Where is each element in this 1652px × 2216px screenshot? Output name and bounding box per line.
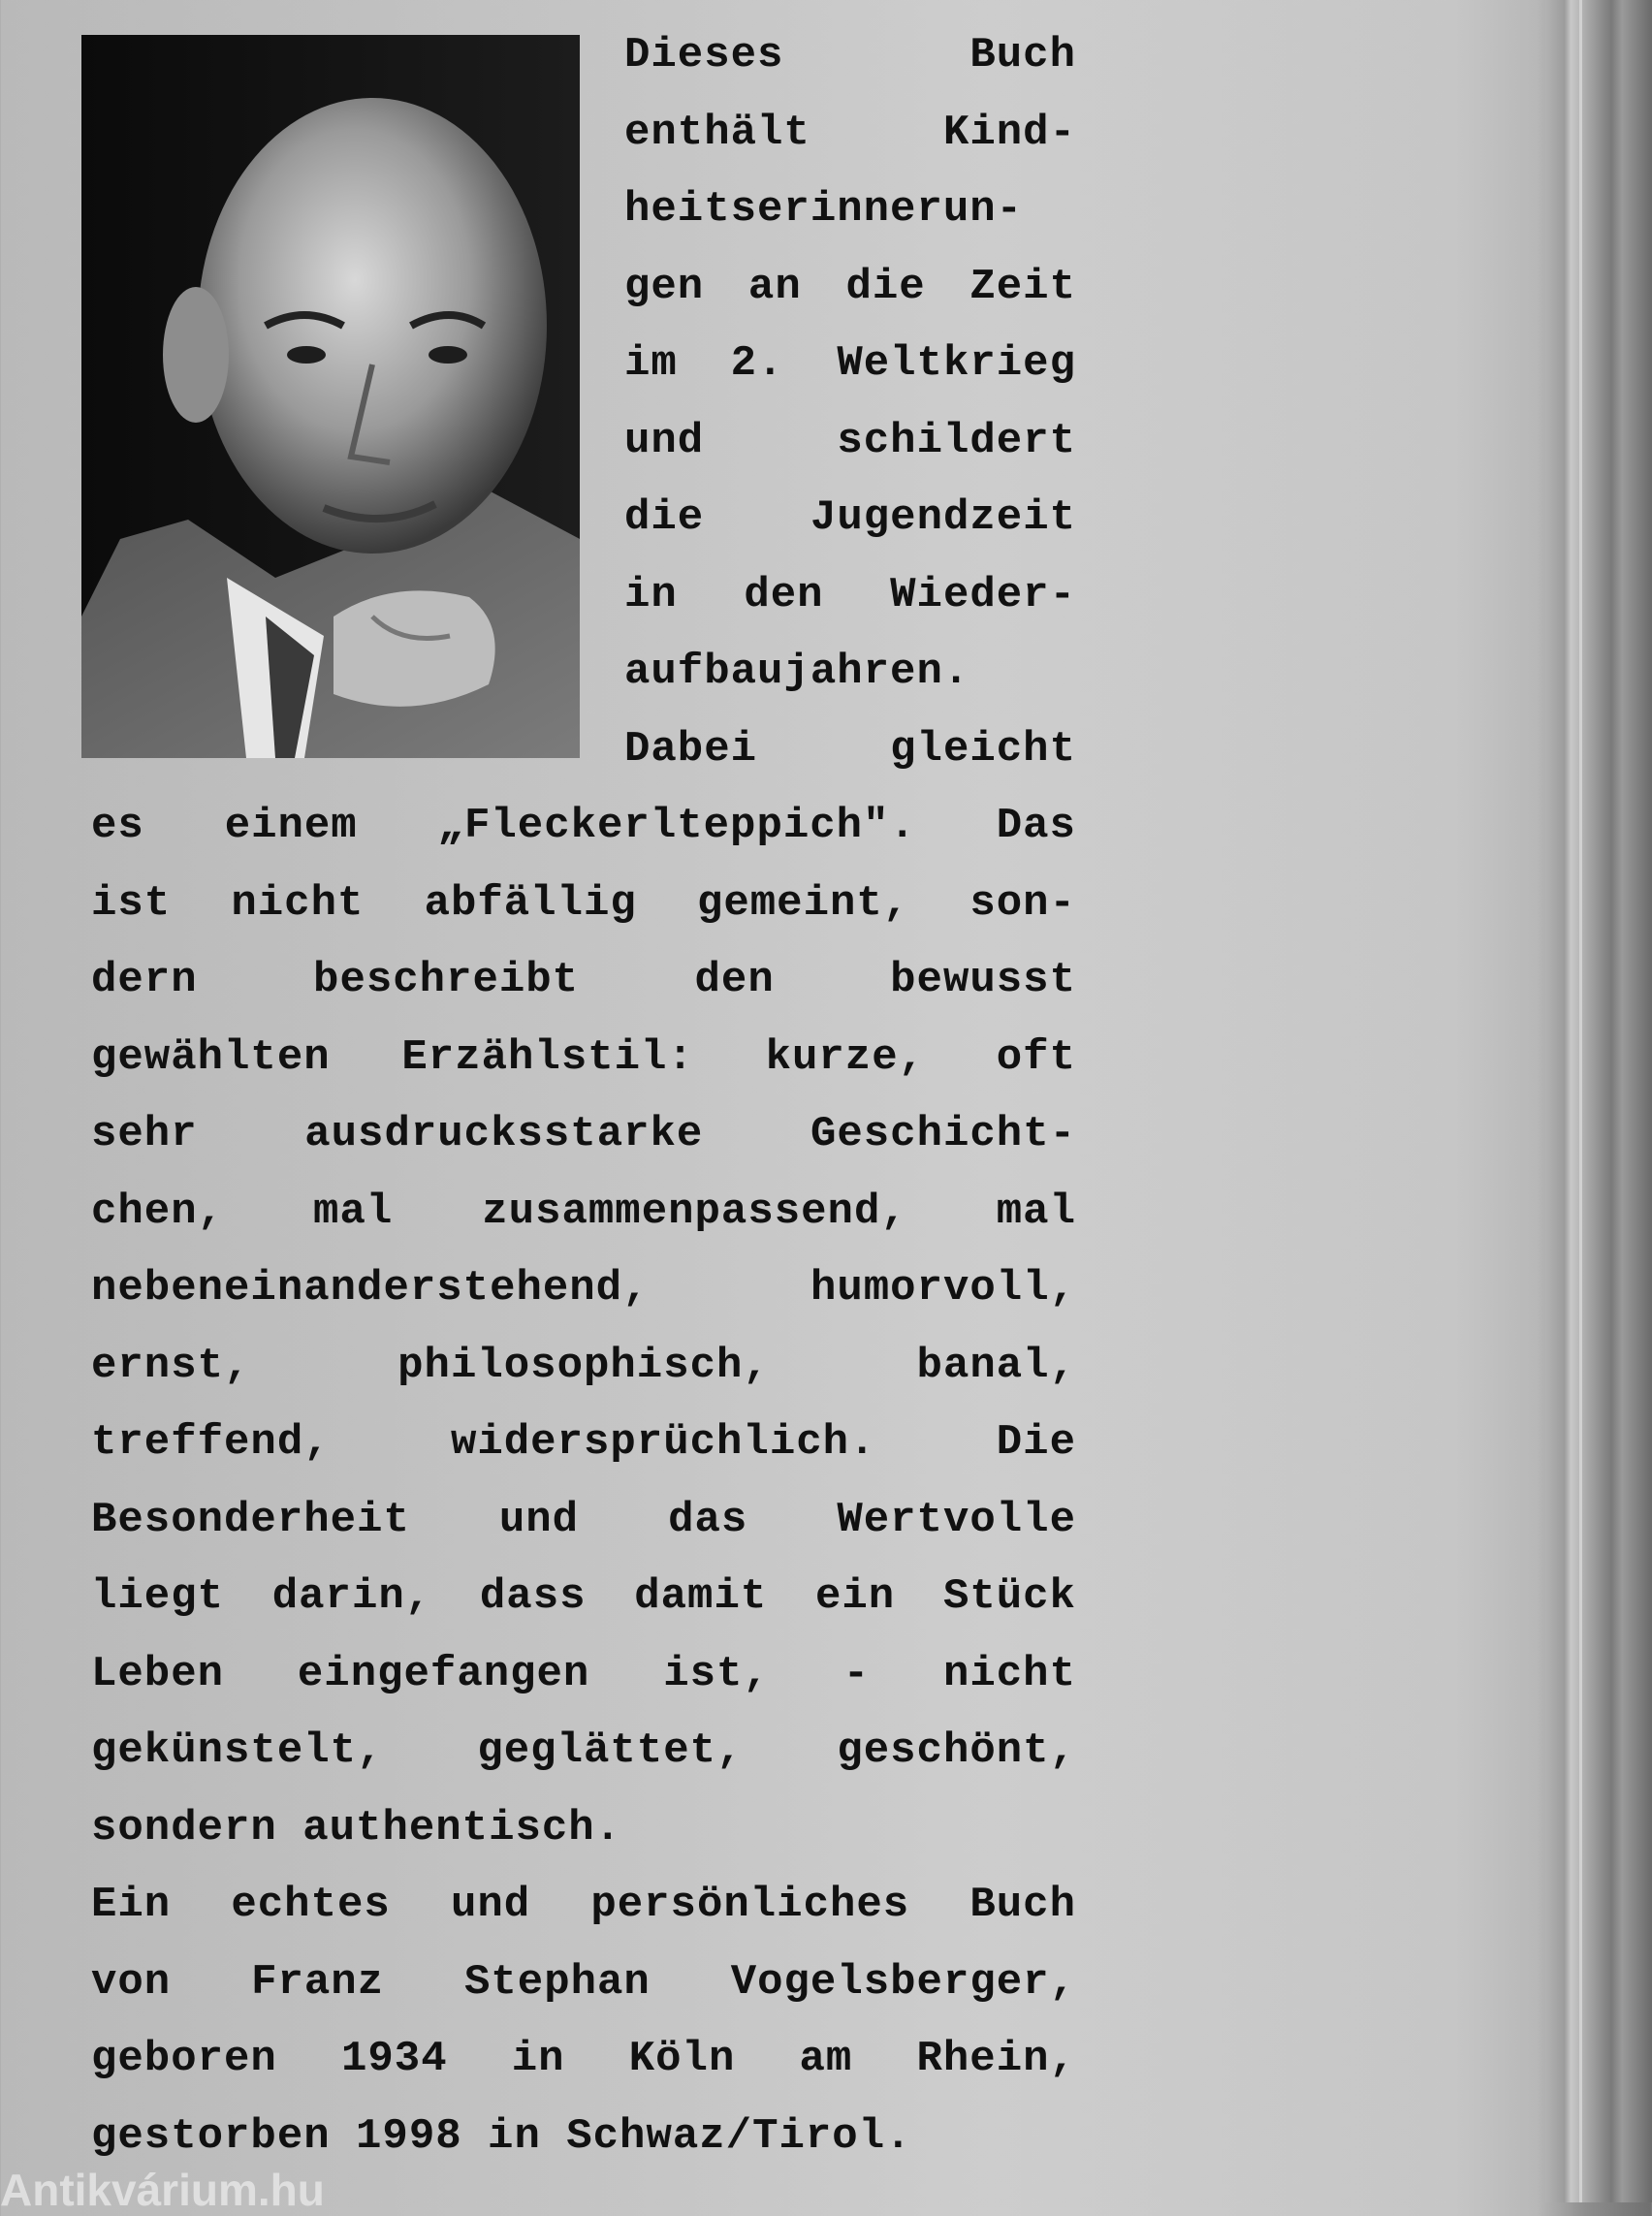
- text-line: [91, 1020, 1076, 1097]
- word: in: [624, 570, 678, 619]
- word: in: [511, 2035, 565, 2083]
- word: gemeint,: [696, 878, 910, 928]
- word: an: [747, 262, 802, 311]
- text-line: [91, 866, 1076, 943]
- text-line: [624, 403, 1076, 481]
- word: Das: [996, 802, 1076, 850]
- word: gen: [624, 262, 705, 311]
- word: echtes: [231, 1881, 391, 1929]
- word: den: [744, 570, 824, 619]
- word: chen,: [91, 1187, 225, 1236]
- word: Geschicht-: [810, 1110, 1076, 1158]
- text-line: [91, 942, 1076, 1020]
- text-line: [91, 1174, 1076, 1251]
- word: ernst,: [91, 1341, 251, 1390]
- word: Leben: [91, 1649, 225, 1698]
- word: und: [450, 1881, 531, 1929]
- word: Die: [996, 1418, 1076, 1467]
- word: sondern: [91, 1803, 277, 1852]
- text-line: [624, 172, 1076, 249]
- word: widersprüchlich.: [450, 1418, 876, 1467]
- word: Stephan: [464, 1957, 651, 2007]
- text-line: [91, 1559, 1076, 1636]
- word: einem: [224, 802, 358, 850]
- word: Jugendzeit: [810, 493, 1076, 542]
- word: liegt: [91, 1572, 225, 1621]
- word: humorvoll,: [810, 1264, 1076, 1313]
- word: gestorben: [91, 2111, 331, 2161]
- full-width-text: [91, 788, 1076, 2175]
- word: persönliches: [590, 1881, 910, 1929]
- word: authentisch.: [302, 1803, 622, 1852]
- word: Kind-: [942, 108, 1076, 157]
- text-line: [91, 1096, 1076, 1174]
- word: Schwaz/Tirol.: [566, 2111, 912, 2161]
- text-line: [91, 1405, 1076, 1482]
- word: geboren: [91, 2035, 277, 2083]
- word: damit: [634, 1572, 768, 1621]
- word: die: [845, 262, 926, 311]
- word: Wieder-: [890, 570, 1076, 619]
- text-line: [624, 557, 1076, 635]
- word: mal: [313, 1187, 394, 1236]
- text-line: [91, 1328, 1076, 1406]
- text-line: [91, 1867, 1076, 1945]
- word: in: [488, 2111, 541, 2161]
- word: den: [694, 956, 775, 1004]
- word: nicht: [942, 1649, 1076, 1698]
- word: das: [668, 1495, 748, 1544]
- word: schildert: [837, 416, 1076, 465]
- word: sehr: [91, 1110, 198, 1158]
- word: nebeneinanderstehend,: [91, 1264, 650, 1313]
- word: Erzählstil:: [401, 1032, 694, 1082]
- word: geschönt,: [837, 1726, 1076, 1775]
- text-line: [91, 1482, 1076, 1560]
- text-line: [91, 1250, 1076, 1328]
- word: geglättet,: [477, 1726, 744, 1775]
- word: Köln: [628, 2035, 736, 2083]
- text-line: [91, 1790, 1076, 1868]
- word: son-: [969, 878, 1076, 928]
- side-text-column: [624, 17, 1076, 788]
- word: 1934: [341, 2035, 448, 2083]
- word: nicht: [231, 878, 365, 928]
- text-line: [624, 249, 1076, 327]
- text-line: [91, 788, 1076, 866]
- word: ist: [91, 878, 172, 928]
- word: philosophisch,: [397, 1341, 770, 1390]
- text-line: [624, 480, 1076, 557]
- word: Stück: [942, 1572, 1076, 1621]
- watermark-text: Antikvárium.hu: [0, 2165, 325, 2215]
- word: beschreibt: [313, 956, 580, 1004]
- word: Rhein,: [916, 2035, 1076, 2083]
- text-line: [91, 1713, 1076, 1790]
- text-line: [624, 712, 1076, 789]
- author-portrait-photo: [81, 35, 580, 758]
- word: von: [91, 1957, 172, 2007]
- word: oft: [996, 1032, 1076, 1082]
- word: Buch: [969, 31, 1076, 79]
- word: Vogelsberger,: [730, 1957, 1076, 2007]
- word: im: [624, 339, 678, 388]
- word: ausdrucksstarke: [304, 1110, 704, 1158]
- word: aufbaujahren.: [624, 648, 970, 696]
- word: Besonderheit: [91, 1495, 410, 1544]
- word: Zeit: [969, 262, 1076, 311]
- word: kurze,: [765, 1032, 926, 1082]
- text-line: [624, 634, 1076, 712]
- word: dass: [479, 1572, 587, 1621]
- word: ein: [815, 1572, 896, 1621]
- book-spine: [1545, 0, 1652, 2202]
- word: eingefangen: [297, 1649, 590, 1698]
- word: und: [498, 1495, 580, 1544]
- text-line: [624, 95, 1076, 173]
- word: Franz: [251, 1957, 385, 2007]
- word: 2.: [730, 339, 784, 388]
- text-line: [91, 1945, 1076, 2022]
- word: bewusst: [890, 956, 1076, 1004]
- text-line: [624, 326, 1076, 403]
- text-line: [624, 17, 1076, 95]
- word: gekünstelt,: [91, 1726, 384, 1775]
- word: am: [799, 2035, 853, 2083]
- word: gewählten: [91, 1032, 331, 1082]
- word: darin,: [271, 1572, 432, 1621]
- word: die: [624, 493, 705, 542]
- word: abfällig: [424, 878, 637, 928]
- word: es: [91, 802, 144, 850]
- word: banal,: [916, 1341, 1076, 1390]
- word: mal: [996, 1187, 1076, 1236]
- word: Weltkrieg: [837, 339, 1076, 388]
- word: Dabei: [624, 724, 758, 774]
- word: 1998: [356, 2111, 462, 2161]
- word: enthält: [624, 108, 810, 157]
- spine-highlight: [1579, 0, 1582, 2202]
- word: „Fleckerlteppich".: [437, 802, 916, 850]
- word: dern: [91, 956, 198, 1004]
- word: Wertvolle: [837, 1495, 1076, 1544]
- word: zusammenpassend,: [482, 1187, 907, 1236]
- word: -: [842, 1649, 871, 1698]
- word: Buch: [969, 1881, 1076, 1929]
- word: Dieses: [624, 31, 784, 79]
- word: heitserinnerun-: [624, 185, 1024, 234]
- word: Ein: [91, 1881, 172, 1929]
- text-line: [91, 2021, 1076, 2099]
- word: treffend,: [91, 1418, 331, 1467]
- word: und: [624, 416, 705, 465]
- word: gleicht: [890, 724, 1076, 774]
- word: ist,: [663, 1649, 770, 1698]
- text-line: [91, 1636, 1076, 1714]
